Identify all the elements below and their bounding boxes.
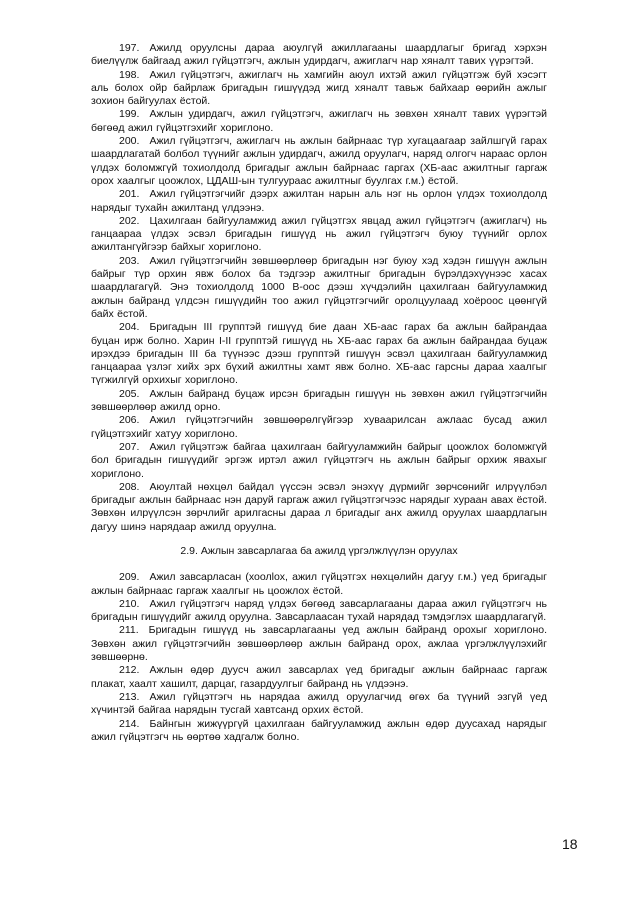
paragraph-number: 202. bbox=[119, 214, 140, 227]
paragraph-text: Бригадын III групптэй гишүүд бие даан ХБ-аас гарах ба ажлын байрандаа буцан ирж болно. Харин I-II групптэй гишүүд нь ХБ-аас гарах ба ажлын байрандаа буцаж ирэхдээ бригадын III ба түүнээс дээш групптэй гишүүн эсвэл цахилгаан байгууламжид ганцаараа үзлэг хийх эрх бүхий ажилтны хамт явж болно. ХБ-аас гарсны дараа хаалгыг түгжилгүй орхихыг хориглоно. bbox=[91, 321, 547, 387]
paragraph-text: Ажил гүйцэтгэж байгаа цахилгаан байгууламжийн байрыг цоожлох боломжгүй бол бригадын гишүүдийг эргэж иртэл ажил гүйцэтгэгч нь ажлын байрыг орхиж явахыг хориглоно. bbox=[91, 440, 547, 480]
paragraph bbox=[91, 441, 547, 481]
paragraph-text: Ажил гүйцэтгэгчийн зөвшөөрөлгүйгээр хуваарилсан ажлаас бусад ажил гүйцэтгэхийг хатуу хориглоно. bbox=[91, 414, 547, 440]
paragraph bbox=[91, 414, 547, 441]
paragraph-text: Ажил завсарласан (хоолloх, ажил гүйцэтгэх нөхцөлийн дагуу г.м.) үед бригадыг ажлын байрнаас гаргаж хаалгыг нь цоожлох ёстой. bbox=[91, 571, 547, 597]
paragraph-number: 201. bbox=[119, 188, 140, 201]
paragraph-number: 211. bbox=[119, 624, 139, 637]
paragraph bbox=[91, 108, 547, 135]
paragraphs-after-section bbox=[91, 571, 547, 744]
paragraph bbox=[91, 691, 547, 718]
paragraph-number: 213. bbox=[119, 690, 140, 703]
paragraphs-before-section bbox=[91, 42, 547, 534]
paragraph-number: 205. bbox=[119, 387, 140, 400]
paragraph bbox=[91, 481, 547, 534]
paragraph-text: Ажилд оруулсны дараа аюулгүй ажиллагааны шаардлагыг бригад хэрхэн биелүүлж байгаад ажил гүйцэтгэгч, ажлын удирдагч, ажиглагч нар хяналт тавих үүрэгтэй. bbox=[91, 42, 547, 68]
paragraph bbox=[91, 135, 547, 188]
paragraph bbox=[91, 42, 547, 69]
paragraph-text: Ажил гүйцэтгэгчийн зөвшөөрлөөр бригадын нэг буюу хэд хэдэн гишүүн ажлын байрыг түр орхин явж болох ба тэдгээр ажилтныг бригадын бүрэлдэхүүнээс хасах шаардлагагүй. Энэ тохиолдолд 1000 В-оос дээш хүчдэлийн цахилгаан байгууламжид ажлын байранд үлдсэн гишүүдийн тоо ажил гүйцэтгэгчийг оролцуулаад хоёроос цөөнгүй байх ёстой. bbox=[91, 254, 547, 320]
paragraph bbox=[91, 321, 547, 387]
paragraph-number: 214. bbox=[119, 717, 140, 730]
paragraph bbox=[91, 598, 547, 625]
paragraph bbox=[91, 571, 547, 598]
paragraph-text: Ажил гүйцэтгэгч нь нарядаа ажилд оруулагчид өгөх ба түүний эзгүй үед хүчинтэй байгаа нарядын тусгай хавтсанд орхих ёстой. bbox=[91, 690, 547, 717]
paragraph-text: Аюултай нөхцөл байдал үүссэн эсвэл энэхүү дүрмийг зөрчсөнийг илрүүлбэл бригадыг ажлын байрнаас нэн даруй гаргаж ажил гүйцэтгэгчээс нарядыг хураан авах ёстой. Зөвхөн илрүүлсэн зөрчлийг арилгасны дараа л бригадыг анх ажилд оруулах шаардлагын дагуу шинэ нарядаар ажилд оруулна. bbox=[91, 480, 547, 533]
paragraph-number: 200. bbox=[119, 135, 140, 148]
paragraph bbox=[91, 664, 547, 691]
paragraph bbox=[91, 624, 547, 664]
section-heading: 2.9. Ажлын завсарлагаа ба ажилд үргэлжлүүлэн оруулах bbox=[180, 544, 458, 557]
paragraph-text: Ажил гүйцэтгэгч наряд үлдэх бөгөөд завсарлагааны дараа ажил гүйцэтгэгч нь бригадын гишүүдийг ажилд оруулна. Завсарлаасан тухай нарядад тэмдэглэх шаардлагагүй. bbox=[91, 597, 547, 624]
paragraph-text: Байнгын жижүүргүй цахилгаан байгууламжид ажлын өдөр дуусахад нарядыг ажил гүйцэтгэгч нь өөртөө хадгалж болно. bbox=[91, 717, 547, 743]
paragraph-number: 199. bbox=[119, 108, 140, 121]
paragraph-text: Цахилгаан байгууламжид ажил гүйцэтгэх явцад ажил гүйцэтгэгч (ажиглагч) нь ганцаараа үлдэх эсвэл бригадын гишүүд нь ажил гүйцэтгэгч буюу түүнийг орлох ажилтангүйгээр байхыг хориглоно. bbox=[91, 214, 547, 254]
paragraph-text: Ажлын удирдагч, ажил гүйцэтгэгч, ажиглагч нь зөвхөн хяналт тавих үүрэгтэй бөгөөд ажил гүйцэтгэхийг хориглоно. bbox=[91, 108, 547, 134]
paragraph-number: 204. bbox=[119, 321, 140, 334]
paragraph bbox=[91, 255, 547, 321]
paragraph-text: Ажлын байранд буцаж ирсэн бригадын гишүүн нь зөвхөн ажил гүйцэтгэгчийн зөвшөөрлөөр ажилд орно. bbox=[91, 387, 547, 414]
paragraph-number: 198. bbox=[119, 68, 140, 81]
paragraph-text: Ажил гүйцэтгэгч, ажиглагч нь ажлын байрнаас түр хугацаагаар зайлшгүй гарах шаардлагатай болбол түүнийг ажлын удирдагч, ажилд оруулагч, наряд олгогч нараас орлон үлдэх боломжгүй тохиолдолд бригадыг ажлын байрнаас гаргах (ХБ-аас ажилтныг гаргаж орох хаалгыг цоожлох, ЦДАШ-ын тулгуураас ажилтныг буулгах г.м.) ёстой. bbox=[91, 135, 547, 187]
paragraph-text: Ажил гүйцэтгэгч, ажиглагч нь хамгийн аюул ихтэй ажил гүйцэтгэж буй хэсэгт аль болох ойр байрлаж бригадын гишүүдэд жигд хяналт тавьж байхаар өөрийн ажлыг зохион байгуулах ёстой. bbox=[91, 68, 547, 108]
paragraph-number: 206. bbox=[119, 414, 140, 427]
paragraph-text: Бригадын гишүүд нь завсарлагааны үед ажлын байранд орохыг хориглоно. Зөвхөн ажил гүйцэтгэгчийн зөвшөөрлөөр ажлын байранд орох, ажлаа үргэлжлүүлэхийг зөвшөөрнө. bbox=[91, 624, 547, 664]
paragraph-text: Ажил гүйцэтгэгчийг дээрх ажилтан нарын аль нэг нь орлон үлдэх тохиолдолд нарядыг тухайн ажилтанд үлдээнэ. bbox=[91, 188, 547, 214]
paragraph bbox=[91, 215, 547, 255]
paragraph-number: 209. bbox=[119, 571, 140, 584]
paragraph bbox=[91, 718, 547, 745]
paragraph bbox=[91, 69, 547, 109]
paragraph-number: 197. bbox=[119, 42, 140, 54]
paragraph-number: 208. bbox=[119, 480, 140, 493]
document-page bbox=[91, 42, 547, 744]
paragraph bbox=[91, 188, 547, 215]
paragraph-number: 207. bbox=[119, 440, 140, 453]
page-number: 18 bbox=[562, 836, 578, 852]
paragraph-number: 210. bbox=[119, 597, 140, 610]
paragraph bbox=[91, 388, 547, 415]
paragraph-number: 212. bbox=[119, 664, 140, 677]
paragraph-number: 203. bbox=[119, 254, 140, 267]
paragraph-text: Ажлын өдөр дууcч ажил завсарлах үед бригадыг ажлын байрнаас гаргаж плакат, хаалт хашилт, дарцаг, газардуулгыг байранд нь үлдээнэ. bbox=[91, 664, 547, 690]
